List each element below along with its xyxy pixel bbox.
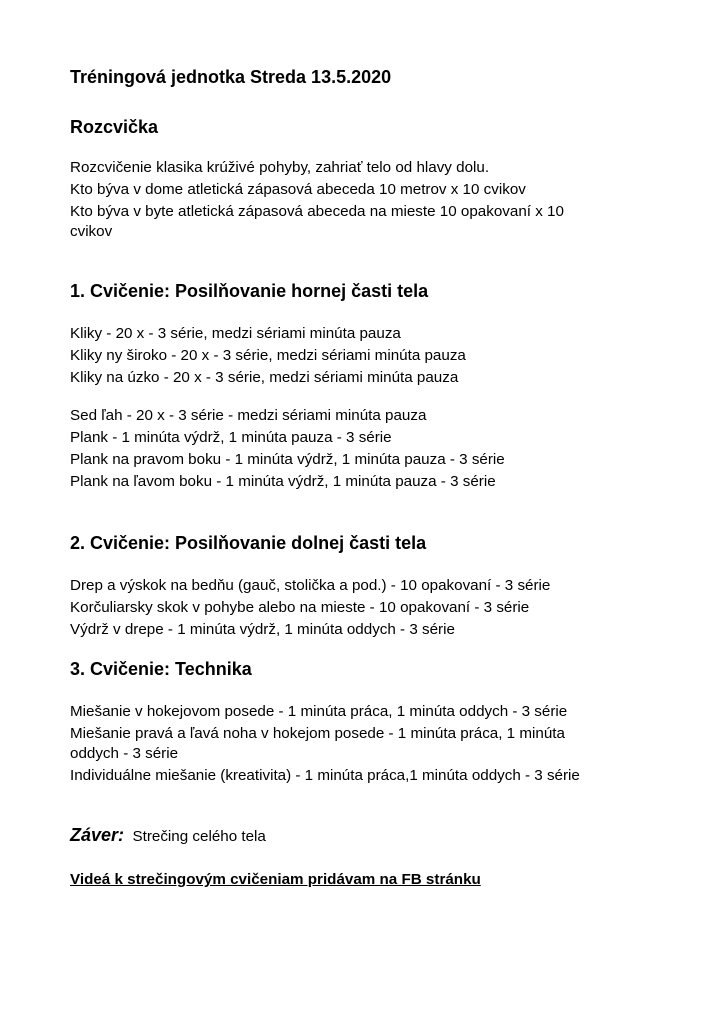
exercise1-line-4: Sed ľah - 20 x - 3 série - medzi sériami minúta pauza <box>70 407 427 424</box>
exercise1-line-5: Plank - 1 minúta výdrž, 1 minúta pauza - 3 série <box>70 429 392 446</box>
warmup-line-1: Rozcvičenie klasika krúživé pohyby, zahriať telo od hlavy dolu. <box>70 159 490 176</box>
document-title: Tréningová jednotka Streda 13.5.2020 <box>70 67 392 87</box>
warmup-heading: Rozcvička <box>70 117 159 137</box>
exercise3-line-4: Individuálne miešanie (kreativita) - 1 minúta práca,1 minúta oddych - 3 série <box>70 767 580 784</box>
conclusion-text: Strečing celého tela <box>132 828 266 845</box>
exercise1-line-1: Kliky - 20 x - 3 série, medzi sériami minúta pauza <box>70 325 401 342</box>
exercise1-line-7: Plank na ľavom boku - 1 minúta výdrž, 1 minúta pauza - 3 série <box>70 473 496 490</box>
exercise1-line-2: Kliky ny široko - 20 x - 3 série, medzi sériami minúta pauza <box>70 347 466 364</box>
exercise2-line-3: Výdrž v drepe - 1 minúta výdrž, 1 minúta oddych - 3 série <box>70 621 455 638</box>
exercise3-heading: 3. Cvičenie: Technika <box>70 659 252 679</box>
warmup-line-2: Kto býva v dome atletická zápasová abeceda 10 metrov x 10 cvikov <box>70 181 526 198</box>
conclusion <box>70 826 266 845</box>
exercise3-line-3: oddych - 3 série <box>70 745 179 762</box>
exercise3-line-1: Miešanie v hokejovom posede - 1 minúta práca, 1 minúta oddych - 3 série <box>70 703 568 720</box>
exercise1-line-3: Kliky na úzko - 20 x - 3 série, medzi sériami minúta pauza <box>70 369 459 386</box>
videos-link[interactable]: Videá k strečingovým cvičeniam pridávam na FB stránku <box>70 871 481 888</box>
exercise2-line-2: Korčuliarsky skok v pohybe alebo na mieste - 10 opakovaní - 3 série <box>70 599 530 616</box>
exercise1-heading: 1. Cvičenie: Posilňovanie hornej časti tela <box>70 281 429 301</box>
exercise2-line-1: Drep a výskok na bedňu (gauč, stolička a pod.) - 10 opakovaní - 3 série <box>70 577 551 594</box>
warmup-line-3: Kto býva v byte atletická zápasová abeceda na mieste 10 opakovaní x 10 <box>70 203 564 220</box>
exercise3-line-2: Miešanie pravá a ľavá noha v hokejom posede - 1 minúta práca, 1 minúta <box>70 725 565 742</box>
exercise2-heading: 2. Cvičenie: Posilňovanie dolnej časti tela <box>70 533 427 553</box>
conclusion-label: Záver: <box>70 825 125 845</box>
warmup-line-4: cvikov <box>70 223 113 240</box>
exercise1-line-6: Plank na pravom boku - 1 minúta výdrž, 1 minúta pauza - 3 série <box>70 451 505 468</box>
